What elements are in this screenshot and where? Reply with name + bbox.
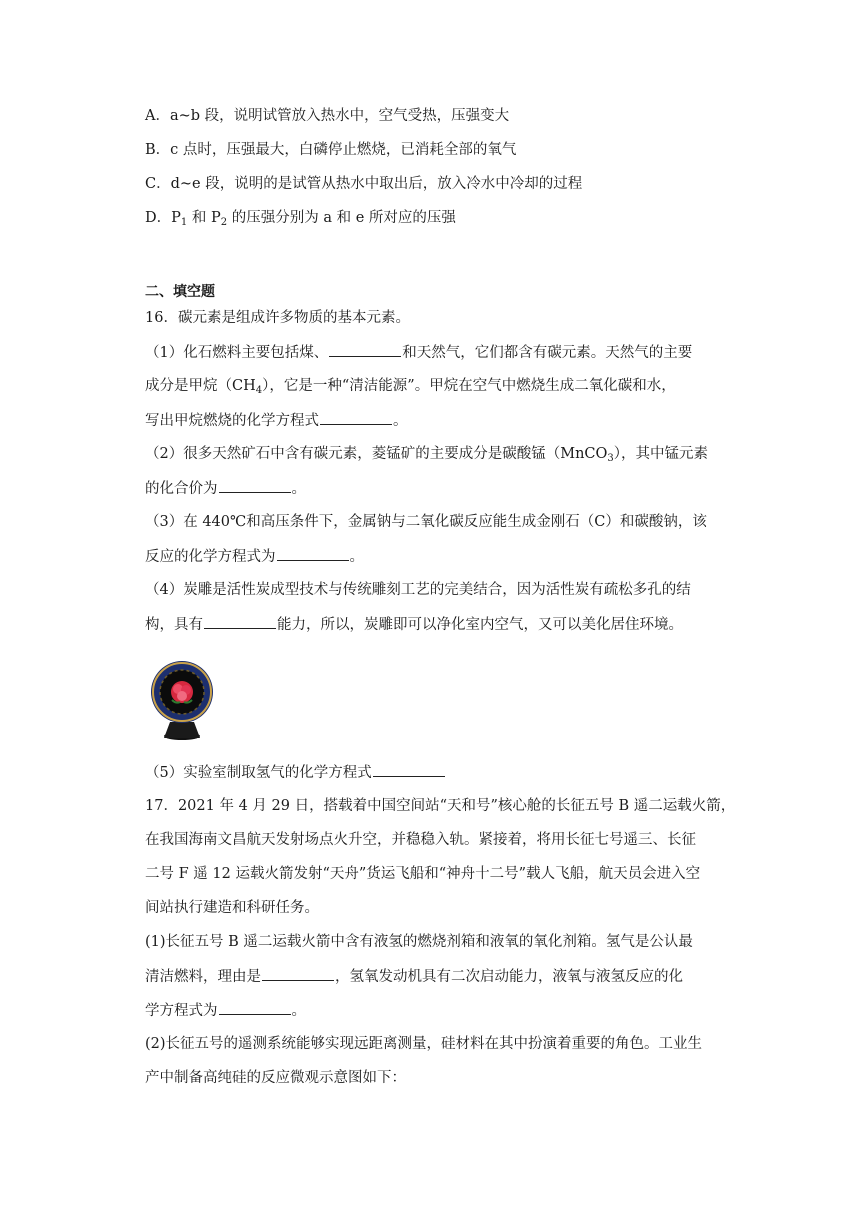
q16-part3-line2: 反应的化学方程式为 。 <box>145 546 725 567</box>
option-a[interactable]: A．a~b 段，说明试管放入热水中，空气受热，压强变大 <box>145 108 510 124</box>
option-c[interactable]: C．d~e 段，说明的是试管从热水中取出后，放入冷水中冷却的过程 <box>145 176 583 192</box>
answer-blank[interactable] <box>277 546 349 561</box>
answer-blank[interactable] <box>373 762 445 777</box>
answer-blank[interactable] <box>219 1000 291 1015</box>
q17-sub2-line1: (2)长征五号的遥测系统能够实现远距离测量，硅材料在其中扮演着重要的角色。工业生 <box>145 1036 703 1052</box>
q16-part2-line1: （2）很多天然矿石中含有碳元素，菱锰矿的主要成分是碳酸锰（MnCO$_3$），其中锰元素 <box>145 446 709 464</box>
q17-sub1-line2: 清洁燃料，理由是 ，氢氧发动机具有二次启动能力，液氧与液氢反应的化 <box>145 966 725 987</box>
answer-blank[interactable] <box>262 966 334 981</box>
q17-line3: 二号 F 遥 12 运载火箭发射“天舟”货运飞船和“神舟十二号”载人飞船，航天员会进入空 <box>145 866 701 882</box>
q17-line4: 间站执行建造和科研任务。 <box>145 900 319 916</box>
q16-part4-line2: 构，具有 能力，所以，炭雕即可以净化室内空气，又可以美化居住环境。 <box>145 614 725 635</box>
q16-part2-line2: 的化合价为 。 <box>145 478 725 499</box>
q16-stem: 16．碳元素是组成许多物质的基本元素。 <box>145 310 410 326</box>
answer-blank[interactable] <box>329 342 401 357</box>
q17-sub1-line3: 学方程式为 。 <box>145 1000 725 1021</box>
q17-sub1-line1: (1)长征五号 B 遥二运载火箭中含有液氢的燃烧剂箱和液氧的氧化剂箱。氢气是公认最 <box>145 934 693 950</box>
answer-blank[interactable] <box>219 478 291 493</box>
q16-part3-line1: （3）在 440℃和高压条件下，金属钠与二氧化碳反应能生成金刚石（C）和碳酸钠，该 <box>145 514 707 530</box>
q16-part4-line1: （4）炭雕是活性炭成型技术与传统雕刻工艺的完美结合，因为活性炭有疏松多孔的结 <box>145 582 691 598</box>
q16-part1-line1: （1）化石燃料主要包括煤、 和天然气，它们都含有碳元素。天然气的主要 <box>145 342 725 363</box>
option-d[interactable]: D．$P_1$ 和 $P_2$ 的压强分别为 a 和 e 所对应的压强 <box>145 210 456 228</box>
carbon-carving-plate-image <box>150 656 214 742</box>
option-b[interactable]: B．c 点时，压强最大，白磷停止燃烧，已消耗全部的氧气 <box>145 142 517 158</box>
q17-line1: 17．2021 年 4 月 29 日，搭载着中国空间站“天和号”核心舱的长征五号 B 遥二运载火箭， <box>145 798 736 814</box>
q17-line2: 在我国海南文昌航天发射场点火升空，并稳稳入轨。紧接着，将用长征七号遥三、长征 <box>145 832 696 848</box>
q16-part5: （5）实验室制取氢气的化学方程式 <box>145 762 725 783</box>
answer-blank[interactable] <box>320 410 392 425</box>
q16-part1-line3: 写出甲烷燃烧的化学方程式 。 <box>145 410 725 431</box>
section-title: 二、填空题 <box>145 284 215 300</box>
q16-part1-line2: 成分是甲烷$(CH_4)$，它是一种“清洁能源”。甲烷在空气中燃烧生成二氧化碳和水， <box>145 378 676 396</box>
q17-sub2-line2: 产中制备高纯硅的反应微观示意图如下： <box>145 1070 406 1086</box>
answer-blank[interactable] <box>204 614 276 629</box>
